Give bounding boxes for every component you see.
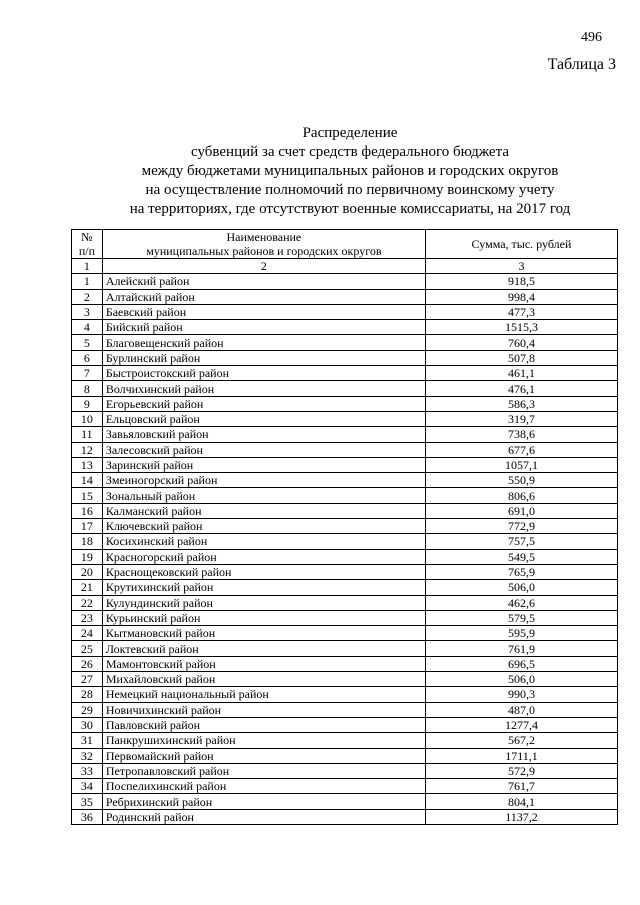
row-number: 17 bbox=[72, 519, 103, 534]
table-body bbox=[72, 274, 618, 825]
subvention-amount: 691,0 bbox=[425, 503, 617, 518]
district-name: Ключевский район bbox=[102, 519, 425, 534]
table-row bbox=[72, 411, 618, 426]
subvention-amount: 507,8 bbox=[425, 350, 617, 365]
table-row bbox=[72, 702, 618, 717]
table-row bbox=[72, 610, 618, 625]
subvention-amount: 757,5 bbox=[425, 534, 617, 549]
table-row bbox=[72, 350, 618, 365]
table-row bbox=[72, 274, 618, 289]
subvention-amount: 738,6 bbox=[425, 427, 617, 442]
subvention-amount: 761,9 bbox=[425, 641, 617, 656]
row-number: 35 bbox=[72, 794, 103, 809]
subvention-amount: 1515,3 bbox=[425, 320, 617, 335]
row-number: 10 bbox=[72, 411, 103, 426]
row-number: 4 bbox=[72, 320, 103, 335]
table-header-row bbox=[72, 230, 618, 259]
row-number: 33 bbox=[72, 763, 103, 778]
district-name: Новичихинский район bbox=[102, 702, 425, 717]
district-name: Алтайский район bbox=[102, 289, 425, 304]
district-name: Локтевский район bbox=[102, 641, 425, 656]
column-number: 3 bbox=[425, 259, 617, 274]
district-name: Кулундинский район bbox=[102, 595, 425, 610]
header-number bbox=[72, 230, 103, 259]
table-row bbox=[72, 656, 618, 671]
subvention-amount: 1277,4 bbox=[425, 717, 617, 732]
subvention-amount: 760,4 bbox=[425, 335, 617, 350]
row-number: 8 bbox=[72, 381, 103, 396]
row-number: 31 bbox=[72, 733, 103, 748]
row-number: 2 bbox=[72, 289, 103, 304]
row-number: 20 bbox=[72, 564, 103, 579]
table-row bbox=[72, 580, 618, 595]
table-row bbox=[72, 427, 618, 442]
row-number: 26 bbox=[72, 656, 103, 671]
table-row bbox=[72, 396, 618, 411]
district-name: Бурлинский район bbox=[102, 350, 425, 365]
table-row bbox=[72, 794, 618, 809]
subvention-amount: 567,2 bbox=[425, 733, 617, 748]
subvention-amount: 765,9 bbox=[425, 564, 617, 579]
subvention-amount: 462,6 bbox=[425, 595, 617, 610]
subvention-amount: 549,5 bbox=[425, 549, 617, 564]
table-row bbox=[72, 457, 618, 472]
page-number: 496 bbox=[581, 30, 602, 45]
district-name: Баевский район bbox=[102, 304, 425, 319]
header-name bbox=[102, 230, 425, 259]
table-row bbox=[72, 779, 618, 794]
header-number-line1: № bbox=[81, 230, 93, 244]
district-name: Егорьевский район bbox=[102, 396, 425, 411]
district-name: Михайловский район bbox=[102, 672, 425, 687]
row-number: 19 bbox=[72, 549, 103, 564]
title-line: на территориях, где отсутствуют военные комиссариаты, на 2017 год bbox=[129, 201, 571, 217]
title-line: Распределение bbox=[302, 125, 398, 141]
subvention-amount: 572,9 bbox=[425, 763, 617, 778]
district-name: Курьинский район bbox=[102, 610, 425, 625]
district-name: Первомайский район bbox=[102, 748, 425, 763]
subvention-amount: 696,5 bbox=[425, 656, 617, 671]
table-row bbox=[72, 534, 618, 549]
row-number: 24 bbox=[72, 626, 103, 641]
district-name: Петропавловский район bbox=[102, 763, 425, 778]
row-number: 1 bbox=[72, 274, 103, 289]
district-name: Ельцовский район bbox=[102, 411, 425, 426]
table-row bbox=[72, 809, 618, 824]
district-name: Косихинский район bbox=[102, 534, 425, 549]
row-number: 11 bbox=[72, 427, 103, 442]
subvention-amount: 1137,2 bbox=[425, 809, 617, 824]
row-number: 13 bbox=[72, 457, 103, 472]
table-row bbox=[72, 672, 618, 687]
subvention-amount: 506,0 bbox=[425, 580, 617, 595]
subvention-amount: 772,9 bbox=[425, 519, 617, 534]
subvention-amount: 550,9 bbox=[425, 473, 617, 488]
subvention-amount: 918,5 bbox=[425, 274, 617, 289]
table-row bbox=[72, 641, 618, 656]
subvention-amount: 579,5 bbox=[425, 610, 617, 625]
table-label: Таблица 3 bbox=[547, 56, 616, 73]
row-number: 18 bbox=[72, 534, 103, 549]
row-number: 29 bbox=[72, 702, 103, 717]
district-name: Зональный район bbox=[102, 488, 425, 503]
district-name: Красногорский район bbox=[102, 549, 425, 564]
column-number-row bbox=[72, 259, 618, 274]
row-number: 32 bbox=[72, 748, 103, 763]
table-row bbox=[72, 473, 618, 488]
subvention-amount: 487,0 bbox=[425, 702, 617, 717]
table-row bbox=[72, 763, 618, 778]
table-row bbox=[72, 748, 618, 763]
subvention-amount: 477,3 bbox=[425, 304, 617, 319]
subvention-amount: 1057,1 bbox=[425, 457, 617, 472]
table-row bbox=[72, 687, 618, 702]
district-name: Ребрихинский район bbox=[102, 794, 425, 809]
column-number: 2 bbox=[102, 259, 425, 274]
row-number: 23 bbox=[72, 610, 103, 625]
header-number-line2: п/п bbox=[78, 244, 95, 258]
table-row bbox=[72, 549, 618, 564]
district-name: Благовещенский район bbox=[102, 335, 425, 350]
table-row bbox=[72, 381, 618, 396]
row-number: 36 bbox=[72, 809, 103, 824]
subvention-amount: 476,1 bbox=[425, 381, 617, 396]
table-row bbox=[72, 442, 618, 457]
subvention-amount: 506,0 bbox=[425, 672, 617, 687]
district-name: Краснощековский район bbox=[102, 564, 425, 579]
table-row bbox=[72, 733, 618, 748]
district-name: Мамонтовский район bbox=[102, 656, 425, 671]
subvention-amount: 595,9 bbox=[425, 626, 617, 641]
title-line: субвенций за счет средств федерального бюджета bbox=[191, 144, 509, 160]
table-row bbox=[72, 519, 618, 534]
district-name: Родинский район bbox=[102, 809, 425, 824]
district-name: Змеиногорский район bbox=[102, 473, 425, 488]
document-title bbox=[0, 124, 640, 219]
subvention-amount: 319,7 bbox=[425, 411, 617, 426]
row-number: 30 bbox=[72, 717, 103, 732]
subvention-amount: 761,7 bbox=[425, 779, 617, 794]
row-number: 22 bbox=[72, 595, 103, 610]
district-name: Панкрушихинский район bbox=[102, 733, 425, 748]
subvention-amount: 1711,1 bbox=[425, 748, 617, 763]
district-name: Волчихинский район bbox=[102, 381, 425, 396]
row-number: 21 bbox=[72, 580, 103, 595]
row-number: 27 bbox=[72, 672, 103, 687]
district-name: Калманский район bbox=[102, 503, 425, 518]
subvention-amount: 990,3 bbox=[425, 687, 617, 702]
district-name: Крутихинский район bbox=[102, 580, 425, 595]
subvention-amount: 804,1 bbox=[425, 794, 617, 809]
row-number: 9 bbox=[72, 396, 103, 411]
district-name: Алейский район bbox=[102, 274, 425, 289]
title-line: между бюджетами муниципальных районов и городских округов bbox=[141, 163, 559, 179]
row-number: 12 bbox=[72, 442, 103, 457]
row-number: 28 bbox=[72, 687, 103, 702]
table-row bbox=[72, 289, 618, 304]
table-row bbox=[72, 320, 618, 335]
title-line: на осуществление полномочий по первичному воинскому учету bbox=[145, 182, 555, 198]
subvention-amount: 806,6 bbox=[425, 488, 617, 503]
distribution-table bbox=[71, 229, 618, 825]
row-number: 15 bbox=[72, 488, 103, 503]
district-name: Бийский район bbox=[102, 320, 425, 335]
row-number: 16 bbox=[72, 503, 103, 518]
district-name: Поспелихинский район bbox=[102, 779, 425, 794]
header-name-line2: муниципальных районов и городских округов bbox=[146, 244, 382, 258]
subvention-amount: 586,3 bbox=[425, 396, 617, 411]
table-row bbox=[72, 717, 618, 732]
table-row bbox=[72, 335, 618, 350]
row-number: 34 bbox=[72, 779, 103, 794]
table-row bbox=[72, 366, 618, 381]
row-number: 3 bbox=[72, 304, 103, 319]
subvention-amount: 677,6 bbox=[425, 442, 617, 457]
header-sum: Сумма, тыс. рублей bbox=[425, 230, 617, 259]
district-name: Павловский район bbox=[102, 717, 425, 732]
district-name: Кытмановский район bbox=[102, 626, 425, 641]
header-name-line1: Наименование bbox=[226, 230, 302, 244]
district-name: Завьяловский район bbox=[102, 427, 425, 442]
row-number: 7 bbox=[72, 366, 103, 381]
district-name: Заринский район bbox=[102, 457, 425, 472]
table-row bbox=[72, 595, 618, 610]
row-number: 14 bbox=[72, 473, 103, 488]
subvention-amount: 461,1 bbox=[425, 366, 617, 381]
table-row bbox=[72, 488, 618, 503]
district-name: Быстроистокский район bbox=[102, 366, 425, 381]
subvention-amount: 998,4 bbox=[425, 289, 617, 304]
row-number: 25 bbox=[72, 641, 103, 656]
district-name: Немецкий национальный район bbox=[102, 687, 425, 702]
table-row bbox=[72, 304, 618, 319]
table-row bbox=[72, 503, 618, 518]
table-row bbox=[72, 626, 618, 641]
table-row bbox=[72, 564, 618, 579]
row-number: 5 bbox=[72, 335, 103, 350]
row-number: 6 bbox=[72, 350, 103, 365]
column-number: 1 bbox=[72, 259, 103, 274]
district-name: Залесовский район bbox=[102, 442, 425, 457]
